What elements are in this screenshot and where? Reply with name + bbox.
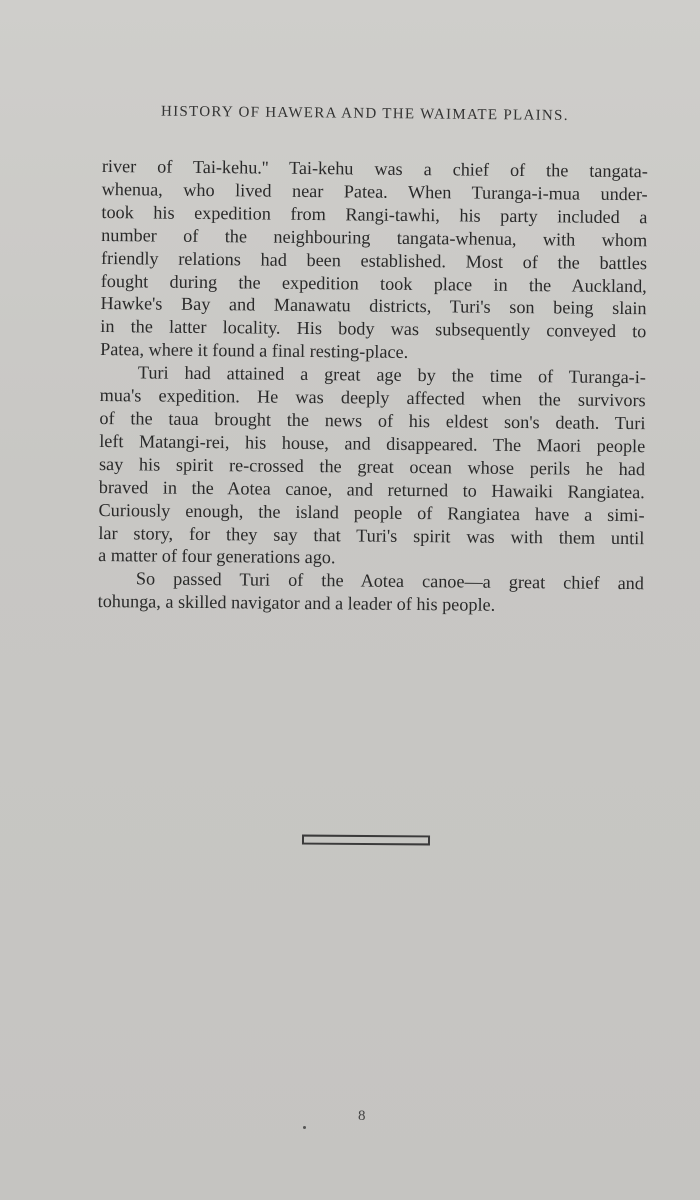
paper-speck	[303, 1126, 306, 1129]
text-line: took his expedition from Rangi-tawhi, his party included a	[101, 201, 648, 228]
text-line: braved in the Aotea canoe, and returned to Hawaiki Rangiatea.	[98, 476, 645, 502]
running-head: HISTORY OF HAWERA AND THE WAIMATE PLAINS.	[160, 103, 569, 124]
text-line: left Matangi-rei, his house, and disappeared. The Maori people	[99, 430, 646, 457]
text-line: Curiously enough, the island people of Rangiatea have a simi-	[98, 499, 645, 525]
text-line: of the taua brought the news of his eldest son's death. Turi	[99, 407, 646, 434]
text-line: in the latter locality. His body was subsequently conveyed to	[100, 316, 647, 342]
text-line: river of Tai-kehu.'' Tai-kehu was a chief of the tangata-	[101, 155, 648, 182]
text-line: fought during the expedition took place in the Auckland,	[100, 270, 647, 296]
ornament-rule	[302, 835, 430, 846]
text-line: number of the neighbouring tangata-whenua, with whom	[101, 224, 648, 250]
text-line: So passed Turi of the Aotea canoe—a great chief and	[135, 568, 645, 594]
paragraph-2	[98, 361, 646, 572]
paragraph-1	[100, 155, 648, 366]
text-line: mua's expedition. He was deeply affected when the survivors	[99, 385, 646, 411]
text-line: Hawke's Bay and Manawatu districts, Turi's son being slain	[100, 293, 647, 319]
page-number: 8	[358, 1108, 366, 1124]
text-line: say his spirit re-crossed the great ocean whose perils he had	[98, 453, 646, 480]
text-line: tohunga, a skilled navigator and a leader of his people.	[97, 591, 496, 616]
text-line: a matter of four generations ago.	[98, 545, 336, 568]
text-line: whenua, who lived near Patea. When Turanga-i-mua under-	[101, 178, 648, 205]
text-line: friendly relations had been established. Most of the battles	[100, 247, 648, 273]
paragraph-3	[98, 567, 644, 618]
text-line: lar story, for they say that Turi's spirit was with them until	[98, 522, 645, 548]
text-line: Patea, where it found a final resting-place.	[100, 339, 409, 363]
text-line: Turi had attained a great age by the time of Turanga-i-	[137, 362, 646, 388]
body-text	[98, 155, 648, 618]
